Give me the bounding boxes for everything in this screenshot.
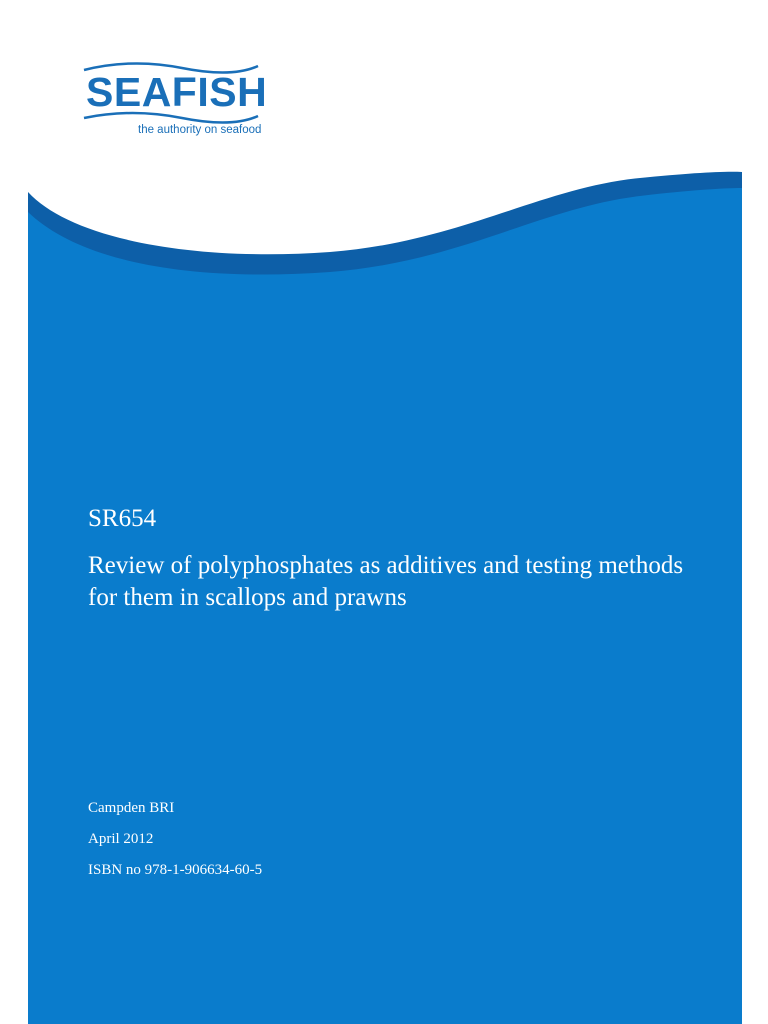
report-title: Review of polyphosphates as additives and testing methods for them in scallops and prawns [88,551,684,611]
report-meta [88,799,262,892]
author: Campden BRI [88,800,175,816]
logo-wordmark: SEAFISH [86,69,268,115]
publication-date: April 2012 [88,831,154,847]
report-heading [88,505,688,614]
isbn: ISBN no 978-1-906634-60-5 [88,862,263,878]
logo-tagline: the authority on seafood [138,124,262,136]
report-code: SR654 [88,505,157,532]
